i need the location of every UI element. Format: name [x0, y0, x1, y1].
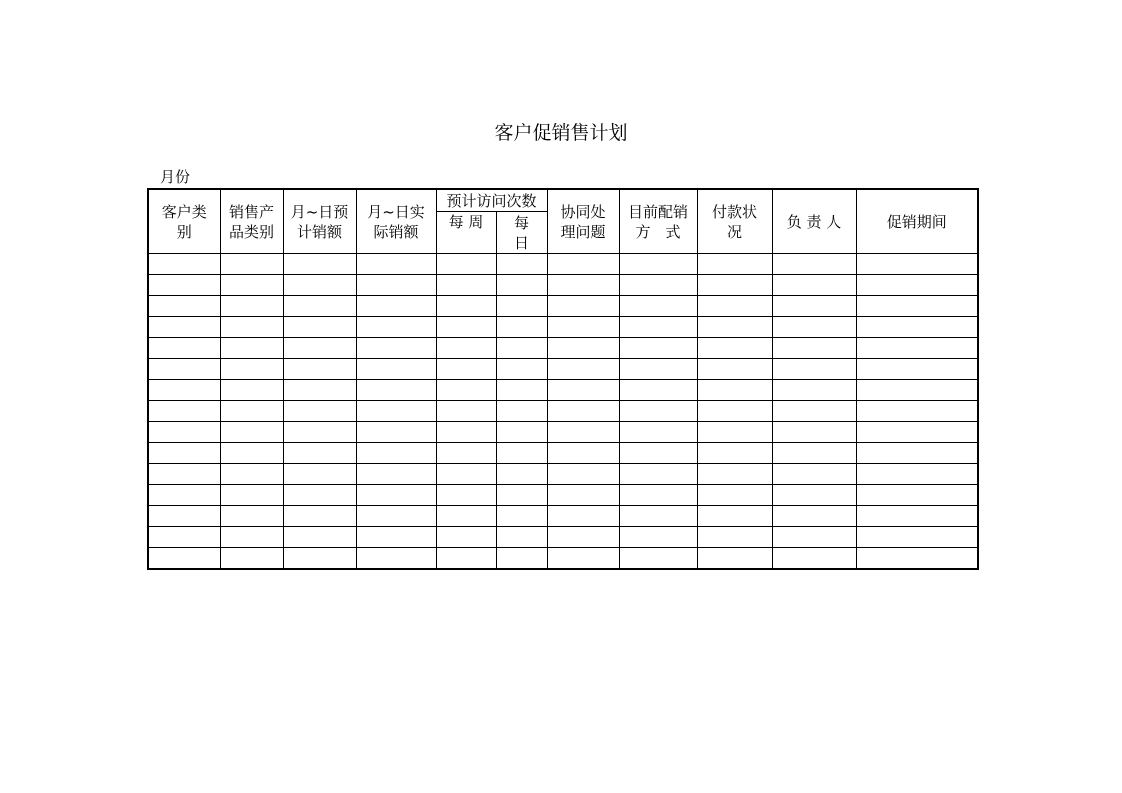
- table-cell[interactable]: [619, 548, 697, 570]
- table-cell[interactable]: [772, 296, 856, 317]
- table-cell[interactable]: [283, 275, 356, 296]
- table-cell[interactable]: [220, 443, 283, 464]
- table-cell[interactable]: [547, 296, 619, 317]
- table-cell[interactable]: [772, 380, 856, 401]
- table-cell[interactable]: [148, 296, 220, 317]
- table-cell[interactable]: [496, 527, 547, 548]
- table-row: [148, 275, 978, 296]
- table-cell[interactable]: [356, 296, 436, 317]
- table-cell[interactable]: [619, 338, 697, 359]
- table-cell[interactable]: [496, 338, 547, 359]
- header-responsible: 负 责 人: [772, 189, 856, 254]
- table-cell[interactable]: [856, 380, 978, 401]
- table-cell[interactable]: [619, 527, 697, 548]
- table-cell[interactable]: [547, 464, 619, 485]
- table-cell[interactable]: [697, 359, 772, 380]
- table-cell[interactable]: [772, 506, 856, 527]
- table-row: [148, 338, 978, 359]
- sales-plan-table: [147, 188, 979, 570]
- table-cell[interactable]: [547, 506, 619, 527]
- table-cell[interactable]: [148, 338, 220, 359]
- table-cell[interactable]: [436, 380, 496, 401]
- table-cell[interactable]: [283, 548, 356, 570]
- table-cell[interactable]: [772, 401, 856, 422]
- table-cell[interactable]: [220, 296, 283, 317]
- header-planned-visits: 预计访问次数: [436, 189, 547, 212]
- table-cell[interactable]: [148, 380, 220, 401]
- table-cell[interactable]: [856, 254, 978, 275]
- table-cell[interactable]: [283, 506, 356, 527]
- table-cell[interactable]: [436, 338, 496, 359]
- table-cell[interactable]: [436, 317, 496, 338]
- table-cell[interactable]: [436, 422, 496, 443]
- table-cell[interactable]: [619, 317, 697, 338]
- table-cell[interactable]: [356, 506, 436, 527]
- table-cell[interactable]: [496, 506, 547, 527]
- table-cell[interactable]: [220, 506, 283, 527]
- header-actual-sales: 月~日实际销额: [356, 189, 436, 254]
- table-row: [148, 296, 978, 317]
- table-cell[interactable]: [148, 548, 220, 570]
- table-cell[interactable]: [772, 443, 856, 464]
- table-body: [148, 254, 978, 570]
- table-cell[interactable]: [436, 401, 496, 422]
- table-cell[interactable]: [547, 548, 619, 570]
- table-cell[interactable]: [356, 317, 436, 338]
- table-cell[interactable]: [619, 443, 697, 464]
- table-cell[interactable]: [220, 464, 283, 485]
- table-cell[interactable]: [436, 443, 496, 464]
- table-cell[interactable]: [220, 275, 283, 296]
- table-cell[interactable]: [436, 485, 496, 506]
- table-cell[interactable]: [283, 527, 356, 548]
- table-cell[interactable]: [772, 359, 856, 380]
- table-cell[interactable]: [436, 527, 496, 548]
- table-cell[interactable]: [220, 317, 283, 338]
- table-row: [148, 527, 978, 548]
- table-cell[interactable]: [283, 443, 356, 464]
- table-cell[interactable]: [356, 422, 436, 443]
- table-cell[interactable]: [697, 317, 772, 338]
- table-cell[interactable]: [547, 338, 619, 359]
- table-cell[interactable]: [697, 296, 772, 317]
- header-distribution: 目前配销方 式: [619, 189, 697, 254]
- table-cell[interactable]: [148, 485, 220, 506]
- table-cell[interactable]: [356, 464, 436, 485]
- table-cell[interactable]: [220, 401, 283, 422]
- table-cell[interactable]: [436, 548, 496, 570]
- table-row: [148, 401, 978, 422]
- table-cell[interactable]: [356, 338, 436, 359]
- table-cell[interactable]: [547, 359, 619, 380]
- table-cell[interactable]: [547, 401, 619, 422]
- header-customer-type: 客户类别: [148, 189, 220, 254]
- table-cell[interactable]: [220, 422, 283, 443]
- table-cell[interactable]: [283, 401, 356, 422]
- table-cell[interactable]: [697, 485, 772, 506]
- month-label: 月份: [160, 168, 191, 186]
- table-cell[interactable]: [283, 317, 356, 338]
- table-cell[interactable]: [148, 401, 220, 422]
- table-cell[interactable]: [436, 296, 496, 317]
- table-cell[interactable]: [283, 359, 356, 380]
- table-row: [148, 422, 978, 443]
- table-cell[interactable]: [619, 254, 697, 275]
- table-cell[interactable]: [496, 317, 547, 338]
- table-cell[interactable]: [619, 401, 697, 422]
- table-cell[interactable]: [148, 359, 220, 380]
- table-cell[interactable]: [436, 506, 496, 527]
- table-cell[interactable]: [856, 506, 978, 527]
- table-cell[interactable]: [856, 548, 978, 570]
- table-row: [148, 380, 978, 401]
- table-cell[interactable]: [547, 380, 619, 401]
- table-cell[interactable]: [697, 422, 772, 443]
- table-cell[interactable]: [356, 548, 436, 570]
- table-cell[interactable]: [283, 422, 356, 443]
- table-cell[interactable]: [772, 464, 856, 485]
- table-cell[interactable]: [283, 338, 356, 359]
- table-cell[interactable]: [220, 359, 283, 380]
- table-cell[interactable]: [148, 275, 220, 296]
- table-cell[interactable]: [148, 254, 220, 275]
- table-cell[interactable]: [619, 380, 697, 401]
- table-cell[interactable]: [772, 317, 856, 338]
- table-cell[interactable]: [697, 254, 772, 275]
- table-cell[interactable]: [547, 254, 619, 275]
- table-cell[interactable]: [496, 464, 547, 485]
- table-cell[interactable]: [283, 254, 356, 275]
- table-cell[interactable]: [356, 359, 436, 380]
- table-cell[interactable]: [856, 422, 978, 443]
- table-cell[interactable]: [283, 380, 356, 401]
- table-cell[interactable]: [220, 527, 283, 548]
- table-cell[interactable]: [496, 422, 547, 443]
- table-cell[interactable]: [496, 359, 547, 380]
- header-product-type: 销售产品类别: [220, 189, 283, 254]
- table-cell[interactable]: [148, 422, 220, 443]
- table-cell[interactable]: [619, 296, 697, 317]
- table-cell[interactable]: [283, 296, 356, 317]
- table-cell[interactable]: [772, 338, 856, 359]
- table-cell[interactable]: [356, 401, 436, 422]
- table-row: [148, 464, 978, 485]
- table-cell[interactable]: [619, 485, 697, 506]
- table-cell[interactable]: [697, 380, 772, 401]
- table-cell[interactable]: [856, 401, 978, 422]
- table-cell[interactable]: [856, 338, 978, 359]
- table-cell[interactable]: [856, 296, 978, 317]
- table-cell[interactable]: [547, 422, 619, 443]
- table-cell[interactable]: [148, 506, 220, 527]
- table-cell[interactable]: [856, 527, 978, 548]
- header-visits-daily: 每日: [496, 212, 547, 254]
- table-cell[interactable]: [496, 275, 547, 296]
- table-cell[interactable]: [856, 317, 978, 338]
- table-cell[interactable]: [856, 464, 978, 485]
- table-cell[interactable]: [697, 464, 772, 485]
- table-cell[interactable]: [283, 485, 356, 506]
- table-cell[interactable]: [220, 485, 283, 506]
- table-cell[interactable]: [856, 485, 978, 506]
- table-cell[interactable]: [496, 380, 547, 401]
- table-cell[interactable]: [697, 527, 772, 548]
- table-cell[interactable]: [148, 464, 220, 485]
- table-cell[interactable]: [496, 296, 547, 317]
- table-cell[interactable]: [148, 443, 220, 464]
- page-title: 客户促销售计划: [494, 122, 628, 144]
- table-cell[interactable]: [220, 380, 283, 401]
- table-cell[interactable]: [856, 275, 978, 296]
- table-cell[interactable]: [148, 317, 220, 338]
- table-cell[interactable]: [496, 401, 547, 422]
- table-cell[interactable]: [547, 317, 619, 338]
- table-cell[interactable]: [697, 401, 772, 422]
- table-cell[interactable]: [547, 485, 619, 506]
- header-payment: 付款状况: [697, 189, 772, 254]
- table-cell[interactable]: [619, 464, 697, 485]
- table-cell[interactable]: [356, 275, 436, 296]
- table-cell[interactable]: [148, 527, 220, 548]
- table-cell[interactable]: [356, 443, 436, 464]
- table-cell[interactable]: [436, 464, 496, 485]
- table-cell[interactable]: [356, 380, 436, 401]
- table-cell[interactable]: [772, 485, 856, 506]
- table-row: [148, 506, 978, 527]
- table-cell[interactable]: [856, 359, 978, 380]
- table-cell[interactable]: [356, 527, 436, 548]
- table-cell[interactable]: [697, 275, 772, 296]
- table-cell[interactable]: [619, 275, 697, 296]
- table-cell[interactable]: [697, 443, 772, 464]
- table-cell[interactable]: [697, 338, 772, 359]
- table-cell[interactable]: [436, 359, 496, 380]
- table-cell[interactable]: [772, 275, 856, 296]
- header-promo-period: 促销期间: [856, 189, 978, 254]
- table-cell[interactable]: [772, 527, 856, 548]
- table-cell[interactable]: [697, 506, 772, 527]
- table-row: [148, 443, 978, 464]
- table-cell[interactable]: [547, 443, 619, 464]
- table-cell[interactable]: [496, 548, 547, 570]
- table-row: [148, 359, 978, 380]
- table-cell[interactable]: [772, 422, 856, 443]
- table-cell[interactable]: [220, 548, 283, 570]
- table-cell[interactable]: [220, 338, 283, 359]
- table-cell[interactable]: [496, 254, 547, 275]
- header-visits-weekly: 每 周: [436, 212, 496, 254]
- table-cell[interactable]: [356, 254, 436, 275]
- table-cell[interactable]: [436, 275, 496, 296]
- table-cell[interactable]: [772, 254, 856, 275]
- table-cell[interactable]: [772, 548, 856, 570]
- table-row: [148, 485, 978, 506]
- table-cell[interactable]: [619, 506, 697, 527]
- table-row: [148, 254, 978, 275]
- table-cell[interactable]: [619, 422, 697, 443]
- table-cell[interactable]: [436, 254, 496, 275]
- table-cell[interactable]: [856, 443, 978, 464]
- table-cell[interactable]: [547, 275, 619, 296]
- header-co-handling: 协同处理问题: [547, 189, 619, 254]
- header-planned-sales: 月~日预计销额: [283, 189, 356, 254]
- table-cell[interactable]: [619, 359, 697, 380]
- table-cell[interactable]: [547, 527, 619, 548]
- table-cell[interactable]: [220, 254, 283, 275]
- table-cell[interactable]: [496, 443, 547, 464]
- table-cell[interactable]: [356, 485, 436, 506]
- table-row: [148, 548, 978, 570]
- table-row: [148, 317, 978, 338]
- table-cell[interactable]: [283, 464, 356, 485]
- table-cell[interactable]: [496, 485, 547, 506]
- table-cell[interactable]: [697, 548, 772, 570]
